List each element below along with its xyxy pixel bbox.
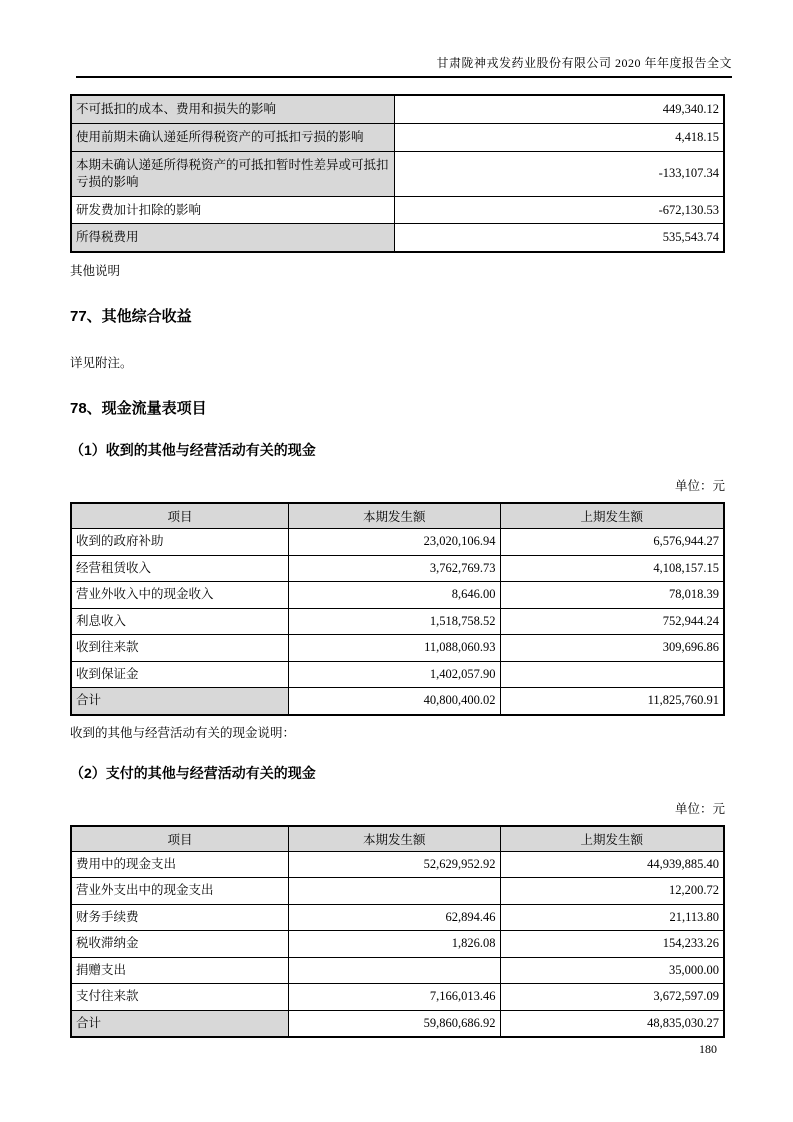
total-label-cell: 合计	[71, 1010, 288, 1037]
row-label-cell: 收到保证金	[71, 661, 288, 688]
prior-period-cell: 6,576,944.27	[500, 529, 724, 556]
current-period-cell: 1,518,758.52	[288, 608, 500, 635]
row-label-cell: 营业外支出中的现金支出	[71, 878, 288, 905]
prior-period-cell: 35,000.00	[500, 957, 724, 984]
row-label-cell: 税收滞纳金	[71, 931, 288, 958]
income-tax-adjustment-table	[70, 94, 725, 253]
current-period-cell: 3,762,769.73	[288, 555, 500, 582]
column-header-cell: 项目	[71, 826, 288, 852]
row-label-cell: 使用前期未确认递延所得税资产的可抵扣亏损的影响	[71, 123, 395, 151]
prior-period-cell: 752,944.24	[500, 608, 724, 635]
column-header-cell: 上期发生额	[500, 826, 724, 852]
page-number: 180	[699, 1042, 717, 1056]
row-value-cell: -133,107.34	[395, 151, 724, 196]
current-period-cell	[288, 878, 500, 905]
total-current-period-cell: 59,860,686.92	[288, 1010, 500, 1037]
table-row	[71, 904, 724, 931]
table-header-row	[71, 503, 724, 529]
row-label-cell: 收到往来款	[71, 635, 288, 662]
current-period-cell	[288, 957, 500, 984]
row-label-cell: 支付往来款	[71, 984, 288, 1011]
prior-period-cell: 44,939,885.40	[500, 851, 724, 878]
row-label-cell: 利息收入	[71, 608, 288, 635]
column-header-cell: 项目	[71, 503, 288, 529]
table-row	[71, 196, 724, 224]
table-row	[71, 635, 724, 662]
paid-cash-heading: （2）支付的其他与经营活动有关的现金	[70, 764, 316, 781]
prior-period-cell	[500, 661, 724, 688]
row-label-cell: 不可抵扣的成本、费用和损失的影响	[71, 95, 395, 123]
current-period-cell: 52,629,952.92	[288, 851, 500, 878]
column-header-cell: 本期发生额	[288, 503, 500, 529]
total-current-period-cell: 40,800,400.02	[288, 688, 500, 715]
row-value-cell: 449,340.12	[395, 95, 724, 123]
row-value-cell: 4,418.15	[395, 123, 724, 151]
table-row	[71, 555, 724, 582]
page-content	[70, 94, 725, 1038]
received-cash-note: 收到的其他与经营活动有关的现金说明：	[70, 725, 296, 740]
table-row	[71, 851, 724, 878]
table-row	[71, 151, 724, 196]
total-prior-period-cell: 48,835,030.27	[500, 1010, 724, 1037]
table-row	[71, 984, 724, 1011]
table-row	[71, 123, 724, 151]
total-prior-period-cell: 11,825,760.91	[500, 688, 724, 715]
total-label-cell: 合计	[71, 688, 288, 715]
row-label-cell: 研发费加计扣除的影响	[71, 196, 395, 224]
row-value-cell: -672,130.53	[395, 196, 724, 224]
section-78-heading: 78、现金流量表项目	[70, 400, 207, 418]
current-period-cell: 11,088,060.93	[288, 635, 500, 662]
paid-cash-table	[70, 825, 725, 1039]
prior-period-cell: 3,672,597.09	[500, 984, 724, 1011]
page-header	[76, 0, 732, 78]
row-label-cell: 财务手续费	[71, 904, 288, 931]
table-row	[71, 529, 724, 556]
current-period-cell: 8,646.00	[288, 582, 500, 609]
table-row	[71, 931, 724, 958]
table-row	[71, 224, 724, 252]
received-cash-table	[70, 502, 725, 716]
row-label-cell: 营业外收入中的现金收入	[71, 582, 288, 609]
row-label-cell: 经营租赁收入	[71, 555, 288, 582]
row-label-cell: 所得税费用	[71, 224, 395, 252]
row-label-cell: 本期未确认递延所得税资产的可抵扣暂时性差异或可抵扣亏损的影响	[71, 151, 395, 196]
table-row	[71, 582, 724, 609]
table-row	[71, 661, 724, 688]
current-period-cell: 23,020,106.94	[288, 529, 500, 556]
section-77-heading: 77、其他综合收益	[70, 308, 192, 326]
table-total-row	[71, 688, 724, 715]
table-total-row	[71, 1010, 724, 1037]
current-period-cell: 62,894.46	[288, 904, 500, 931]
other-note: 其他说明	[70, 264, 121, 279]
row-value-cell: 535,543.74	[395, 224, 724, 252]
table-row	[71, 957, 724, 984]
received-unit-label: 单位：元	[674, 479, 725, 494]
section-77-body: 详见附注。	[70, 356, 133, 371]
current-period-cell: 1,402,057.90	[288, 661, 500, 688]
column-header-cell: 上期发生额	[500, 503, 724, 529]
prior-period-cell: 4,108,157.15	[500, 555, 724, 582]
prior-period-cell: 21,113.80	[500, 904, 724, 931]
table-row	[71, 878, 724, 905]
prior-period-cell: 12,200.72	[500, 878, 724, 905]
report-title: 甘肃陇神戎发药业股份有限公司 2020 年年度报告全文	[436, 56, 732, 70]
table-header-row	[71, 826, 724, 852]
paid-unit-label: 单位：元	[674, 801, 725, 816]
prior-period-cell: 78,018.39	[500, 582, 724, 609]
row-label-cell: 费用中的现金支出	[71, 851, 288, 878]
table-row	[71, 95, 724, 123]
current-period-cell: 1,826.08	[288, 931, 500, 958]
table-row	[71, 608, 724, 635]
current-period-cell: 7,166,013.46	[288, 984, 500, 1011]
row-label-cell: 捐赠支出	[71, 957, 288, 984]
received-cash-heading: （1）收到的其他与经营活动有关的现金	[70, 442, 316, 459]
column-header-cell: 本期发生额	[288, 826, 500, 852]
prior-period-cell: 154,233.26	[500, 931, 724, 958]
prior-period-cell: 309,696.86	[500, 635, 724, 662]
row-label-cell: 收到的政府补助	[71, 529, 288, 556]
